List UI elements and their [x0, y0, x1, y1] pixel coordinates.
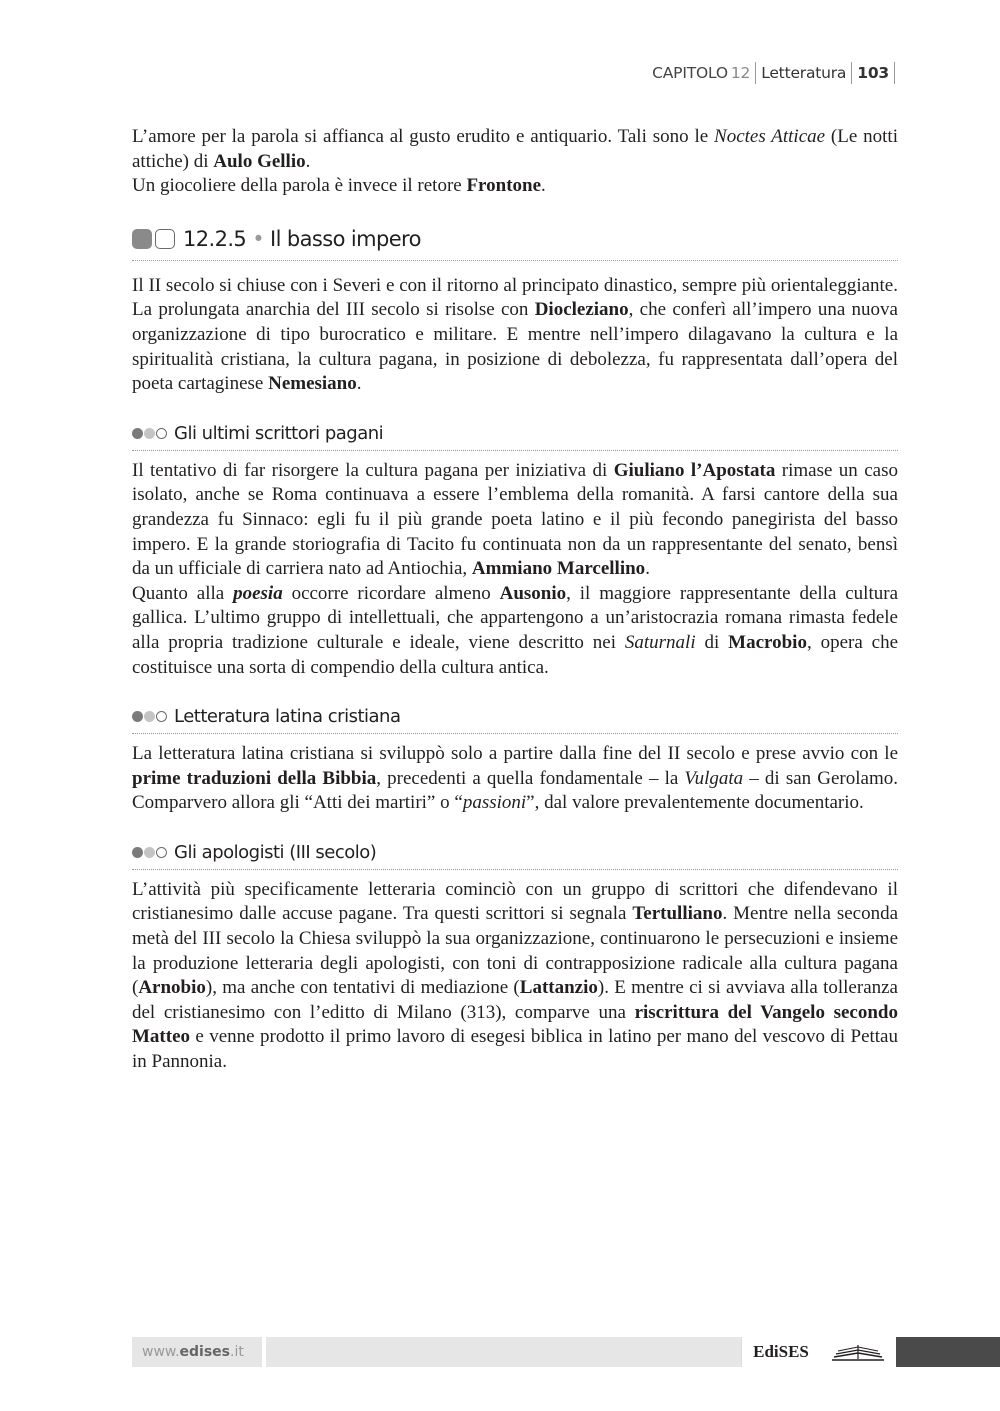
- intro-paragraph-1: L’amore per la parola si affianca al gusto erudito e antiquario. Tali sono le Noctes Atticae (Le notti attiche) di Aulo Gellio.: [132, 126, 898, 172]
- intro-paragraph-2: Un giocoliere della parola è invece il retore Frontone.: [132, 175, 546, 197]
- website-link[interactable]: www. edises .it: [132, 1337, 262, 1367]
- subsection-paragraph: La letteratura latina cristiana si sviluppò solo a partire dalla fine del II secolo e prese avvio con le prime traduzioni della Bibbia, precedenti a quella fondamentale – la Vulgata – di san Gerolamo. Comparvero allora gli “Atti dei martiri” o “passioni”, dal valore prevalentemente documentario.: [132, 743, 898, 814]
- section-heading: [132, 227, 898, 261]
- subsection-title: Gli apologisti (III secolo): [174, 841, 377, 863]
- subsection-heading-3: [132, 842, 898, 870]
- header-divider: [894, 62, 895, 84]
- open-book-icon: [820, 1337, 896, 1367]
- chapter-title: Letteratura: [761, 64, 847, 82]
- header-divider: [755, 62, 756, 84]
- chapter-number: 12: [730, 64, 751, 82]
- section-squares-icon: [132, 229, 175, 249]
- subsection-paragraph: L’attività più specificamente letteraria cominciò con un gruppo di scrittori che difendevano il cristianesimo dalle accuse pagane. Tra questi scrittori si segnala Tertulliano. Mentre nella seconda metà del III secolo la Chiesa sviluppò la sua organizzazione, continuarono le persecuzioni e insieme la produzione letteraria degli apologisti, con toni di contrapposizione radicale alla cultura pagana (Arnobio), ma anche con tentativi di mediazione (Lattanzio). E mentre ci si avviava alla tolleranza del cristianesimo con l’editto di Milano (313), comparve una riscrittura del Vangelo secondo Matteo e venne prodotto il primo lavoro di esegesi biblica in latino per mano del vescovo di Pettau in Pannonia.: [132, 878, 899, 1073]
- subsection-dots-icon: [132, 847, 168, 858]
- subsection-paragraph: Il tentativo di far risorgere la cultura pagana per iniziativa di Giuliano l’Apostata rimase un caso isolato, anche se Roma continuava a essere l’emblema della romanità. A farsi cantore della sua grandezza fu Sinnaco: egli fu il più grande poeta latino e il più fecondo panegirista del basso impero. E la grande storiografia di Tacito fu continuata non da un rappresentante del senato, bensì da un ufficiale di carriera nato ad Antiochia, Ammiano Marcellino.: [132, 459, 898, 580]
- section-paragraph: Il II secolo si chiuse con i Severi e con il ritorno al principato dinastico, sempre più orientaleggiante. La prolungata anarchia del III secolo si risolse con Diocleziano, che conferì all’impero una nuova organizzazione di tipo burocratico e militare. E mentre nell’impero dilagavano la cultura e la spiritualità cristiana, la cultura pagana, in posizione di debolezza, fu rappresentata dall’opera del poeta cartaginese Nemesiano.: [132, 274, 898, 395]
- chapter-label: CAPITOLO: [652, 64, 728, 82]
- page-body: [132, 125, 898, 1075]
- page-number: 103: [857, 64, 889, 82]
- publisher-logo: EdiSES: [741, 1337, 820, 1367]
- subsection-dots-icon: [132, 711, 168, 722]
- subsection-dots-icon: [132, 428, 168, 439]
- subsection-heading-1: [132, 423, 898, 451]
- section-title: Il basso impero: [270, 226, 421, 251]
- subsection-paragraph: Quanto alla poesia occorre ricordare almeno Ausonio, il maggiore rappresentante della cultura gallica. L’ultimo gruppo di intellettuali, che appartengono a un’aristocrazia romana rimasta fedele alla propria tradizione culturale e ideale, viene descritto nei Saturnali di Macrobio, opera che costituisce una sorta di compendio della cultura antica.: [132, 582, 899, 678]
- subsection-heading-2: [132, 706, 898, 734]
- header-divider: [851, 62, 852, 84]
- page-footer: [132, 1337, 1000, 1367]
- footer-bar: [266, 1337, 741, 1367]
- subsection-title: Letteratura latina cristiana: [174, 706, 401, 728]
- running-header: [652, 62, 900, 84]
- section-bullet: •: [252, 226, 264, 251]
- subsection-title: Gli ultimi scrittori pagani: [174, 422, 384, 444]
- section-number: 12.2.5: [183, 226, 247, 251]
- footer-dark-block: [896, 1337, 1000, 1367]
